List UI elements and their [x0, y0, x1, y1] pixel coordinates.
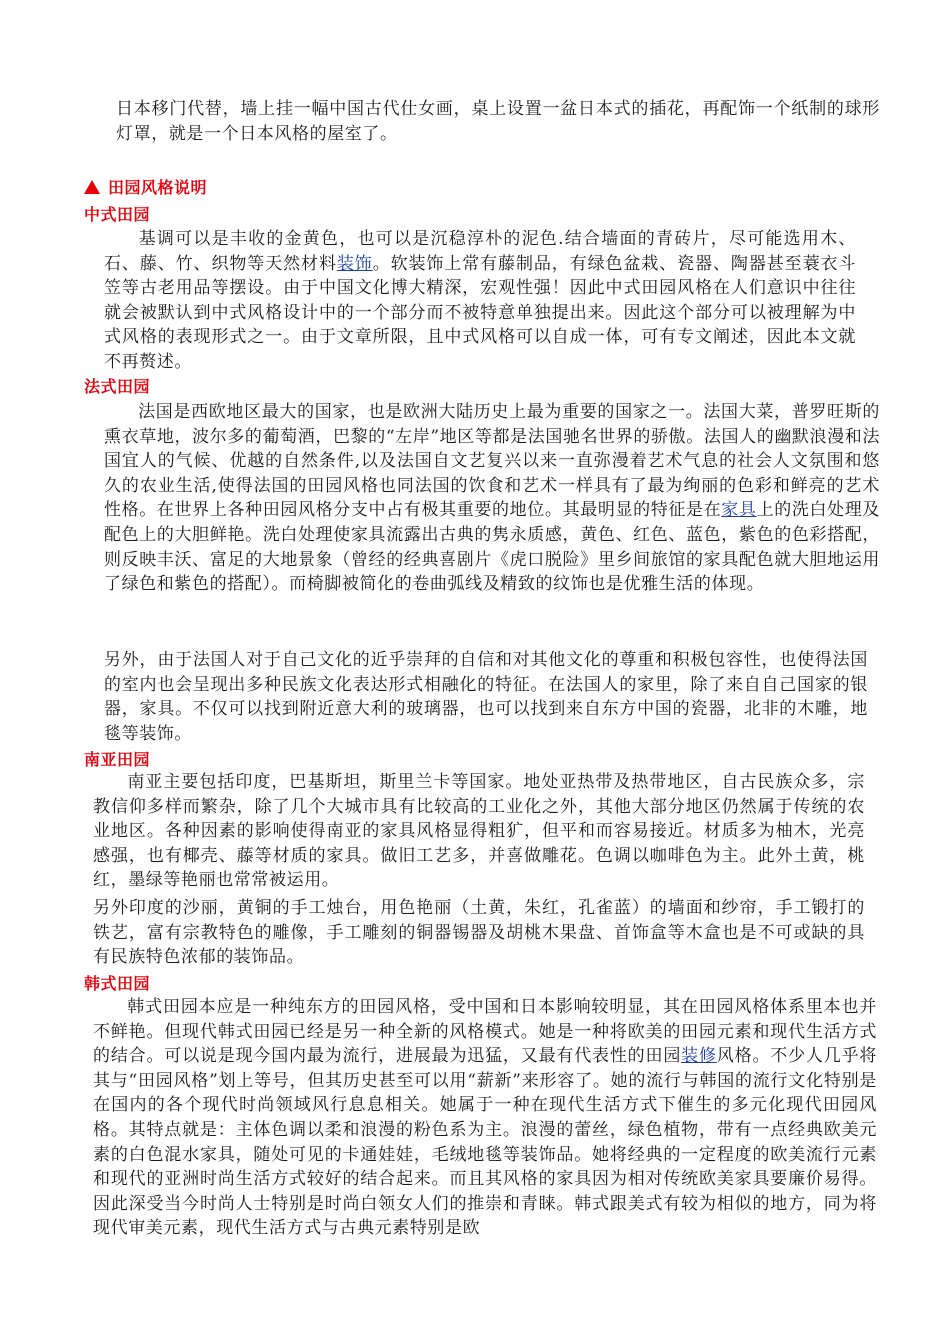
- paragraph-south-asian-pastoral-2: 另外印度的沙丽，黄铜的手工烛台，用色艳丽（土黄，朱红，孔雀蓝）的墙面和纱帘，手工锻打的铁艺，富有宗教特色的雕像，手工雕刻的铜器锡器及胡桃木果盘、首饰盒等木盒也是不可或缺的具有民族特色浓郁的装饰品。: [93, 898, 865, 968]
- subheading-south-asian-pastoral: 南亚田园: [84, 750, 151, 769]
- triangle-bullet-icon: [84, 180, 100, 194]
- subheading-korean-pastoral: 韩式田园: [84, 974, 151, 993]
- paragraph-french-pastoral-2: 另外，由于法国人对于自己文化的近乎崇拜的自信和对其他文化的尊重和积极包容性，也使得法国的室内也会呈现出多种民族文化表达形式相融化的特征。在法国人的家里，除了来自自己国家的银器，家具。不仅可以找到附近意大利的玻璃器，也可以找到来自东方中国的瓷器，北非的木雕，地毯等装饰。: [104, 650, 868, 744]
- main-heading-text: 田园风格说明: [108, 178, 208, 197]
- link-decoration[interactable]: 装饰: [336, 253, 373, 274]
- paragraph-chinese-pastoral: 基调可以是丰收的金黄色，也可以是沉稳淳朴的泥色.结合墙面的青砖片，尽可能选用木、石、藤、竹、织物等天然材料装饰。软装饰上常有藤制品，有绿色盆栽、瓷器、陶器甚至蓑衣斗笠等古老用品等摆设。由于中国文化博大精深，宏观性强！因此中式田园风格在人们意识中往往就会被默认到中式风格设计中的一个部分而不被特意单独提出来。因此这个部分可以被理解为中式风格的表现形式之一。由于文章所限，且中式风格可以自成一体，可有专文阐述，因此本文就不再赘述。: [104, 229, 856, 372]
- link-renovation[interactable]: 装修: [681, 1046, 717, 1067]
- paragraph-korean-pastoral: 韩式田园本应是一种纯东方的田园风格，受中国和日本影响较明显，其在田园风格体系里本也并不鲜艳。但现代韩式田园已经是另一种全新的风格模式。她是一种将欧美的田园元素和现代生活方式的结合。可以说是现今国内最为流行，进展最为迅猛，又最有代表性的田园装修风格。不少人几乎将其与“田园风格”划上等号，但其历史甚至可以用“薪新”来形容了。她的流行与韩国的流行文化特别是在国内的各个现代时尚领域风行息息相关。她属于一种在现代生活方式下催生的多元化现代田园风格。其特点就是：主体色调以柔和浪漫的粉色系为主。浪漫的蕾丝，绿色植物，带有一点经典欧美元素的白色混水家具，随处可见的卡通娃娃，毛绒地毯等装饰品。她将经典的一定程度的欧美流行元素和现代的亚洲时尚生活方式较好的结合起来。而且其风格的家具因为相对传统欧美家具要廉价易得。因此深受当今时尚人士特别是时尚白领女人们的推崇和青睐。韩式跟美式有较为相似的地方，同为将现代审美元素，现代生活方式与古典元素特别是欧: [93, 997, 877, 1239]
- subheading-chinese-pastoral: 中式田园: [84, 205, 151, 224]
- section-heading-main: [84, 178, 207, 198]
- intro-paragraph: 日本移门代替，墙上挂一幅中国古代仕女画，桌上设置一盆日本式的插花，再配饰一个纸制的球形灯罩，就是一个日本风格的屋室了。: [116, 99, 880, 144]
- paragraph-south-asian-pastoral-1: 南亚主要包括印度，巴基斯坦，斯里兰卡等国家。地处亚热带及热带地区，自古民族众多，宗教信仰多样而繁杂，除了几个大城市具有比较高的工业化之外，其他大部分地区仍然属于传统的农业地区。各种因素的影响使得南亚的家具风格显得粗犷，但平和而容易接近。材质多为柚木，光亮感强，也有椰壳、藤等材质的家具。做旧工艺多，并喜做雕花。色调以咖啡色为主。此外土黄，桃红，墨绿等艳丽也常常被运用。: [93, 772, 865, 891]
- paragraph-french-pastoral-1: 法国是西欧地区最大的国家，也是欧洲大陆历史上最为重要的国家之一。法国大菜，普罗旺斯的熏衣草地，波尔多的葡萄酒，巴黎的“左岸”地区等都是法国驰名世界的骄傲。法国人的幽默浪漫和法国宜人的气候、优越的自然条件,以及法国自文艺复兴以来一直弥漫着艺术气息的社会人文氛围和悠久的农业生活,使得法国的田园风格也同法国的饮食和艺术一样具有了最为绚丽的色彩和鲜亮的艺术性格。在世界上各种田园风格分支中占有极其重要的地位。其最明显的特征是在家具上的洗白处理及配色上的大胆鲜艳。洗白处理使家具流露出古典的隽永质感，黄色、红色、蓝色，紫色的色彩搭配，则反映丰沃、富足的大地景象（曾经的经典喜剧片《虎口脱险》里乡间旅馆的家具配色就大胆地运用了绿色和紫色的搭配）。而椅脚被简化的卷曲弧线及精致的纹饰也是优雅生活的体现。: [104, 402, 881, 595]
- subheading-french-pastoral: 法式田园: [84, 377, 151, 396]
- link-furniture[interactable]: 家具: [721, 500, 757, 521]
